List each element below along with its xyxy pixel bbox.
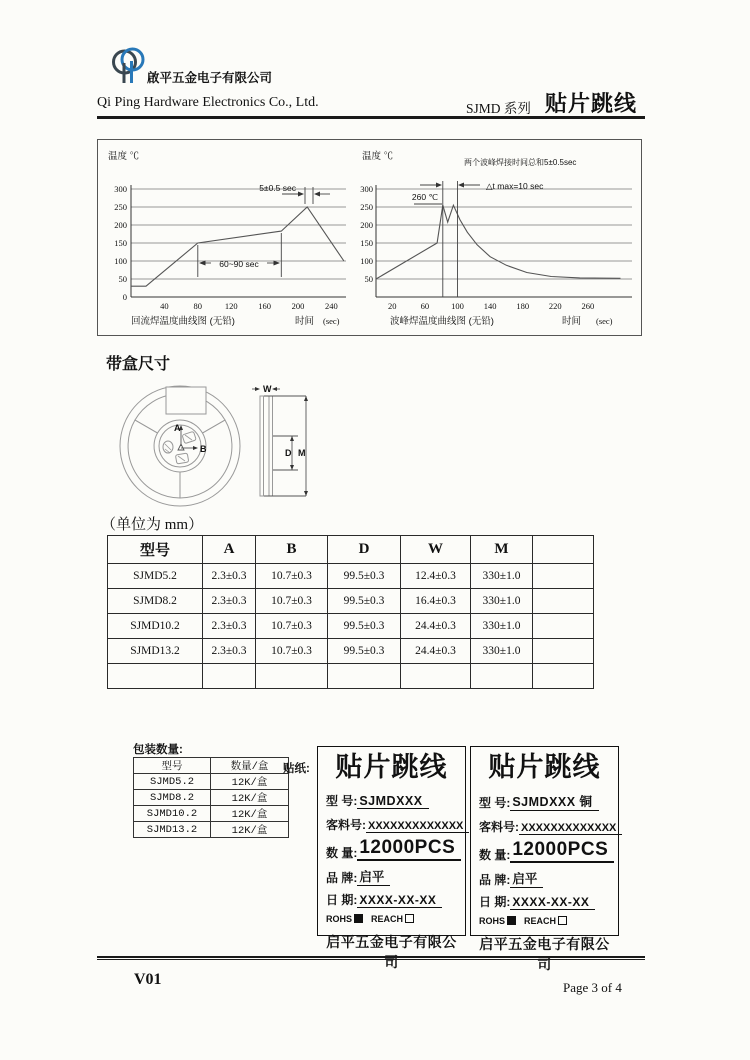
cell: 2.3±0.3	[203, 564, 256, 589]
cell: 12K/盒	[211, 806, 289, 822]
page-number: Page 3 of 4	[563, 980, 622, 995]
x-tick: 100	[451, 301, 464, 311]
cell: 330±1.0	[471, 564, 533, 589]
product-label-1	[317, 746, 466, 970]
wave-dt-max-annotation: △t max=10 sec	[486, 181, 544, 191]
cell: SJMD10.2	[134, 806, 211, 822]
model-field-value: SJMDXXX 铜	[510, 792, 598, 811]
company-name-en: Qi Ping Hardware Electronics Co., Ltd.	[97, 95, 319, 110]
table-row	[108, 614, 594, 639]
reel-section-title: 带盒尺寸	[106, 356, 171, 373]
x-tick: 80	[193, 301, 203, 311]
y-tick: 50	[118, 274, 127, 284]
table-row	[134, 822, 289, 838]
col-header-W: W	[401, 536, 471, 564]
y-tick: 100	[114, 256, 127, 266]
wave-y-axis-label: 温度 ℃	[362, 151, 394, 162]
quantity-field-label: 数 量:	[326, 845, 358, 860]
col-header-D: D	[328, 536, 401, 564]
date-field-value: XXXX-XX-XX	[510, 895, 595, 910]
x-tick: 160	[258, 301, 271, 311]
cell	[203, 664, 256, 689]
label-company-name: 启平五金电子有限公司	[479, 935, 610, 972]
y-tick: 200	[114, 220, 127, 230]
quantity-field-value: 12000PCS	[510, 839, 614, 863]
col-header-model: 型号	[108, 536, 203, 564]
cell: 99.5±0.3	[328, 564, 401, 589]
rohs-label: ROHS	[479, 915, 506, 926]
dimension-table	[107, 535, 594, 689]
cell: 99.5±0.3	[328, 589, 401, 614]
cell: 16.4±0.3	[401, 589, 471, 614]
reflow-peak-time-annotation: 5±0.5 sec	[259, 183, 296, 193]
dim-M-label: M	[298, 448, 306, 458]
x-tick: 220	[548, 301, 562, 311]
header-rule	[97, 116, 645, 119]
date-field-label: 日 期:	[479, 894, 511, 909]
cell: SJMD8.2	[108, 589, 203, 614]
customer-code-value: XXXXXXXXXXXXX	[366, 820, 469, 833]
cell: 12K/盒	[211, 790, 289, 806]
wave-chart-title: 波峰焊温度曲线图 (无铅)	[390, 316, 494, 327]
x-tick: 20	[388, 301, 397, 311]
cell: SJMD13.2	[108, 639, 203, 664]
pack-col-qty: 数量/盒	[211, 758, 289, 774]
y-tick: 250	[360, 202, 373, 212]
x-tick: 40	[160, 301, 169, 311]
rohs-checkbox-filled	[354, 914, 363, 923]
x-tick: 60	[420, 301, 430, 311]
wave-peak-temp-annotation: 260 ℃	[411, 192, 438, 202]
x-tick: 240	[325, 301, 338, 311]
y-tick: 100	[360, 256, 373, 266]
y-tick: 50	[364, 274, 373, 284]
col-header-B: B	[256, 536, 328, 564]
cell: 2.3±0.3	[203, 589, 256, 614]
product-label-2	[470, 746, 619, 972]
label-title: 贴片跳线	[335, 752, 448, 782]
wave-x-axis-unit: (sec)	[596, 316, 613, 326]
cell: 99.5±0.3	[328, 614, 401, 639]
col-header-blank	[533, 536, 594, 564]
y-tick: 250	[114, 202, 127, 212]
wave-total-time-annotation: 两个波峰焊接时间总和5±0.5sec	[464, 158, 577, 167]
table-row	[134, 806, 289, 822]
col-header-A: A	[203, 536, 256, 564]
cell	[108, 664, 203, 689]
x-tick: 120	[224, 301, 238, 311]
cell	[533, 564, 594, 589]
cell	[401, 664, 471, 689]
y-tick: 0	[122, 292, 127, 302]
customer-code-label: 客料号:	[479, 819, 519, 834]
x-tick: 180	[516, 301, 530, 311]
brand-field-value: 启平	[510, 869, 543, 888]
table-row	[134, 790, 289, 806]
rohs-label: ROHS	[326, 913, 353, 924]
cell: 330±1.0	[471, 614, 533, 639]
reflow-y-axis-label: 温度 ℃	[108, 151, 140, 162]
cell	[471, 664, 533, 689]
reflow-x-axis-label: 时间	[295, 316, 315, 327]
table-row	[108, 564, 594, 589]
y-tick: 150	[114, 238, 127, 248]
date-field-value: XXXX-XX-XX	[357, 893, 442, 908]
cell: SJMD10.2	[108, 614, 203, 639]
footer-rule	[97, 956, 645, 960]
cell: SJMD5.2	[108, 564, 203, 589]
wave-temperature-chart	[354, 141, 640, 333]
product-title: 贴片跳线	[545, 91, 638, 116]
cell	[533, 664, 594, 689]
cell: 330±1.0	[471, 639, 533, 664]
x-tick: 200	[291, 301, 305, 311]
cell: 10.7±0.3	[256, 564, 328, 589]
brand-field-label: 品 牌:	[479, 872, 511, 887]
customer-code-value: XXXXXXXXXXXXX	[519, 822, 622, 835]
packaging-table	[133, 757, 289, 838]
cell	[533, 589, 594, 614]
cell: 2.3±0.3	[203, 614, 256, 639]
cell: 12K/盒	[211, 822, 289, 838]
document-version: V01	[134, 971, 162, 988]
x-tick: 140	[483, 301, 497, 311]
series-tag: SJMD 系列	[466, 101, 531, 116]
reflow-chart-title: 回流焊温度曲线图 (无铅)	[131, 316, 235, 327]
packaging-header-row	[134, 758, 289, 774]
reflow-soak-time-annotation: 60~90 sec	[219, 259, 259, 269]
table-row-empty	[108, 664, 594, 689]
cell: 24.4±0.3	[401, 639, 471, 664]
unit-note: （单位为 mm）	[101, 517, 204, 533]
tape-reel-diagram	[108, 378, 318, 514]
wave-curve	[376, 205, 621, 279]
cell: SJMD13.2	[134, 822, 211, 838]
brand-field-label: 品 牌:	[326, 870, 358, 885]
company-logo	[111, 46, 147, 86]
cell: 99.5±0.3	[328, 639, 401, 664]
cell: 24.4±0.3	[401, 614, 471, 639]
model-field-label: 型 号:	[326, 793, 358, 808]
rohs-checkbox-filled	[507, 916, 516, 925]
y-tick: 300	[360, 184, 373, 194]
reach-label: REACH	[371, 913, 404, 924]
soldering-charts-panel	[97, 139, 642, 336]
sticker-caption: 贴纸:	[283, 763, 310, 775]
table-row	[134, 774, 289, 790]
dimension-table-header-row	[108, 536, 594, 564]
cell: SJMD5.2	[134, 774, 211, 790]
reach-label: REACH	[524, 915, 557, 926]
cell: 10.7±0.3	[256, 639, 328, 664]
wave-x-axis-label: 时间	[562, 316, 582, 327]
label-title: 贴片跳线	[488, 752, 601, 782]
reach-checkbox-empty	[558, 916, 567, 925]
dim-B-label: B	[200, 444, 207, 454]
cell: 12.4±0.3	[401, 564, 471, 589]
cell: 330±1.0	[471, 589, 533, 614]
y-tick: 150	[360, 238, 373, 248]
cell: 2.3±0.3	[203, 639, 256, 664]
reflow-temperature-chart	[99, 141, 354, 333]
dim-A-label: A	[174, 423, 181, 433]
packaging-title: 包装数量:	[133, 744, 183, 756]
quantity-field-value: 12000PCS	[357, 837, 461, 861]
reflow-curve	[131, 207, 344, 286]
model-field-label: 型 号:	[479, 795, 511, 810]
col-header-M: M	[471, 536, 533, 564]
cell: SJMD8.2	[134, 790, 211, 806]
pack-col-model: 型号	[134, 758, 211, 774]
reflow-x-axis-unit: (sec)	[323, 316, 340, 326]
company-name-cn: 啟平五金电子有限公司	[147, 71, 273, 85]
reach-checkbox-empty	[405, 914, 414, 923]
y-tick: 300	[114, 184, 127, 194]
cell	[533, 639, 594, 664]
x-tick: 260	[581, 301, 595, 311]
cell	[533, 614, 594, 639]
table-row	[108, 639, 594, 664]
date-field-label: 日 期:	[326, 892, 358, 907]
customer-code-label: 客料号:	[326, 817, 366, 832]
cell	[256, 664, 328, 689]
label-company-name: 启平五金电子有限公司	[326, 933, 457, 970]
table-row	[108, 589, 594, 614]
y-tick: 200	[360, 220, 373, 230]
cell: 10.7±0.3	[256, 589, 328, 614]
quantity-field-label: 数 量:	[479, 847, 511, 862]
brand-field-value: 启平	[357, 867, 390, 886]
model-field-value: SJMDXXX	[357, 794, 428, 809]
cell: 10.7±0.3	[256, 614, 328, 639]
cell: 12K/盒	[211, 774, 289, 790]
dim-D-label: D	[285, 448, 292, 458]
cell	[328, 664, 401, 689]
dim-W-label: W	[263, 384, 272, 394]
